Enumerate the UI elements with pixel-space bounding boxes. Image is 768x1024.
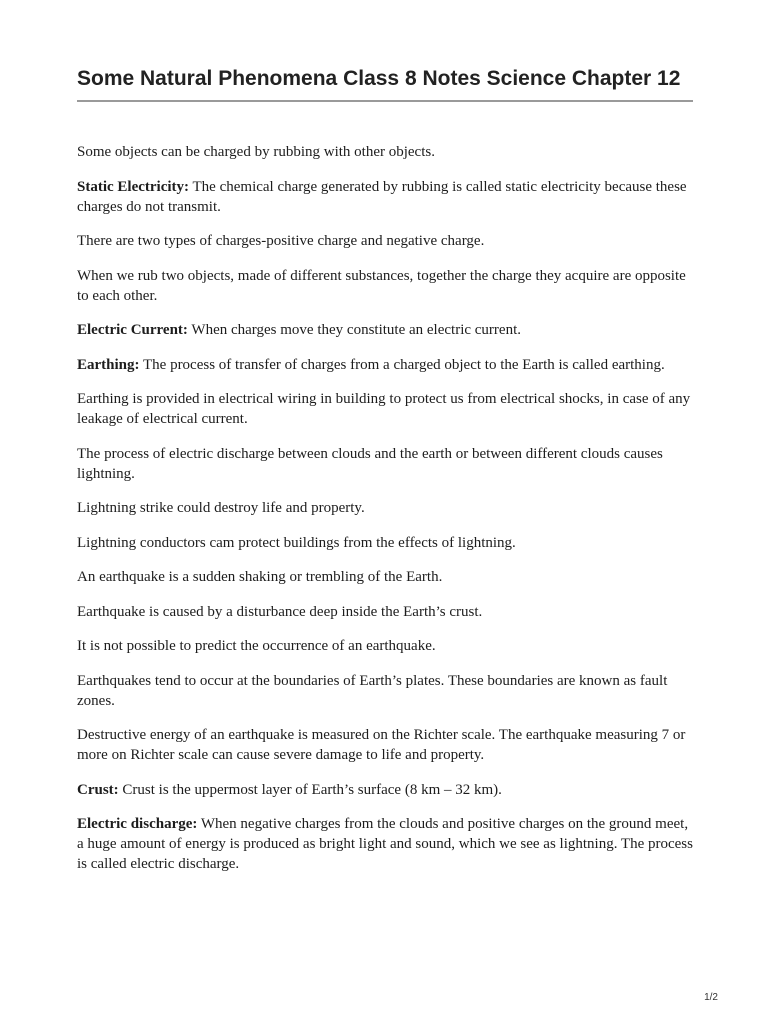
paragraph-text: There are two types of charges-positive charge and negative charge. <box>77 233 485 249</box>
paragraph-text: When negative charges from the clouds and positive charges on the ground meet, a huge amount of energy is produced as bright light and sound, which we see as lightning. The process is called electric discharge. <box>77 816 693 872</box>
paragraph-term: Electric Current: <box>77 322 188 338</box>
paragraph-text: Earthquakes tend to occur at the boundaries of Earth’s plates. These boundaries are known as fault zones. <box>77 672 668 709</box>
paragraph <box>77 389 693 429</box>
paragraph-text: It is not possible to predict the occurrence of an earthquake. <box>77 638 436 654</box>
paragraph <box>77 533 693 553</box>
paragraph-text: Earthing is provided in electrical wiring in building to protect us from electrical shocks, in case of any leakage of electrical current. <box>77 391 691 427</box>
paragraph <box>77 231 693 251</box>
paragraph <box>77 320 693 340</box>
paragraph-text: The process of electric discharge between clouds and the earth or between different clouds causes lightning. <box>77 445 663 482</box>
paragraph <box>77 177 693 217</box>
paragraph-text: The chemical charge generated by rubbing is called static electricity because these charges do not transmit. <box>77 178 687 215</box>
paragraph-text: The process of transfer of charges from a charged object to the Earth is called earthing. <box>139 356 665 373</box>
paragraph-term: Earthing: <box>77 356 140 373</box>
paragraph <box>77 498 693 518</box>
page-title: Some Natural Phenomena Class 8 Notes Science Chapter 12 <box>77 67 681 90</box>
paragraph <box>77 266 693 306</box>
paragraph <box>77 142 693 162</box>
paragraph-term: Electric discharge: <box>77 816 198 832</box>
paragraph-text: Destructive energy of an earthquake is measured on the Richter scale. The earthquake measuring 7 or more on Richter scale can cause severe damage to life and property. <box>77 727 686 763</box>
paragraph <box>77 355 693 375</box>
paragraph-text: An earthquake is a sudden shaking or trembling of the Earth. <box>77 569 443 585</box>
paragraph <box>77 602 693 622</box>
paragraph <box>77 671 693 711</box>
paragraph <box>77 780 693 800</box>
paragraph-text: When we rub two objects, made of different substances, together the charge they acquire are opposite to each other. <box>77 267 686 304</box>
document-body <box>77 142 693 874</box>
paragraph <box>77 725 693 765</box>
paragraph-text: Lightning strike could destroy life and property. <box>77 500 365 516</box>
paragraph <box>77 814 693 874</box>
paragraph-text: When charges move they constitute an electric current. <box>187 322 521 338</box>
paragraph-text: Earthquake is caused by a disturbance deep inside the Earth’s crust. <box>77 603 483 620</box>
paragraph <box>77 567 693 587</box>
paragraph-term: Crust: <box>77 781 119 798</box>
paragraph-term: Static Electricity: <box>77 178 190 195</box>
paragraph <box>77 636 693 656</box>
paragraph-text: Crust is the uppermost layer of Earth’s surface (8 km – 32 km). <box>118 781 502 798</box>
paragraph <box>77 444 693 484</box>
paragraph-text: Lightning conductors cam protect buildings from the effects of lightning. <box>77 534 516 551</box>
title-divider <box>77 100 693 102</box>
page-number: 1/2 <box>704 992 718 1003</box>
paragraph-text: Some objects can be charged by rubbing with other objects. <box>77 144 435 160</box>
document-page <box>77 66 693 889</box>
